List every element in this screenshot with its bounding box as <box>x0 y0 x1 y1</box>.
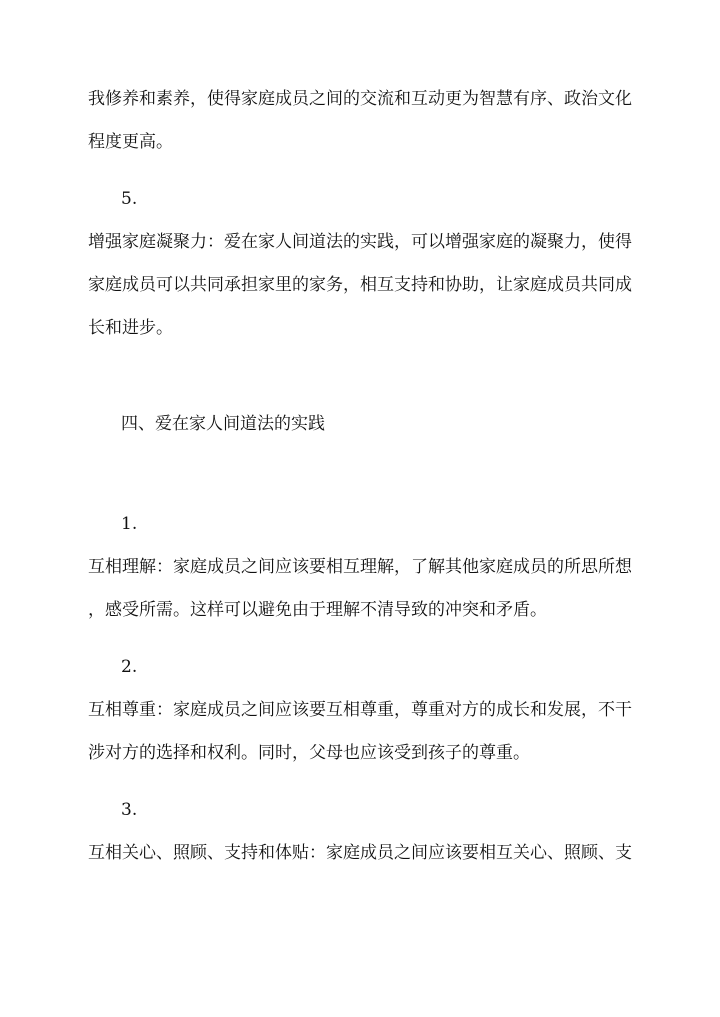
paragraph-line: 长和进步。 <box>88 318 173 338</box>
paragraph-line: 家庭成员可以共同承担家里的家务，相互支持和协助，让家庭成员共同成 <box>88 275 632 295</box>
list-item-number: 2. <box>121 657 138 677</box>
paragraph-line: 程度更高。 <box>88 132 173 152</box>
list-item-number: 3. <box>121 800 138 820</box>
paragraph-line: 互相关心、照顾、支持和体贴：家庭成员之间应该要相互关心、照顾、支 <box>88 843 632 863</box>
paragraph-line: 涉对方的选择和权利。同时，父母也应该受到孩子的尊重。 <box>88 743 530 763</box>
paragraph-line: 互相理解：家庭成员之间应该要相互理解，了解其他家庭成员的所思所想 <box>88 557 632 577</box>
list-item-number: 5. <box>121 189 138 209</box>
paragraph-line: 互相尊重：家庭成员之间应该要互相尊重，尊重对方的成长和发展，不干 <box>88 700 632 720</box>
section-heading: 四、爱在家人间道法的实践 <box>121 414 325 434</box>
paragraph-line: 我修养和素养，使得家庭成员之间的交流和互动更为智慧有序、政治文化 <box>88 89 632 109</box>
paragraph-line: ，感受所需。这样可以避免由于理解不清导致的冲突和矛盾。 <box>88 600 547 620</box>
paragraph-line: 增强家庭凝聚力：爱在家人间道法的实践，可以增强家庭的凝聚力，使得 <box>88 232 632 252</box>
list-item-number: 1. <box>121 514 138 534</box>
